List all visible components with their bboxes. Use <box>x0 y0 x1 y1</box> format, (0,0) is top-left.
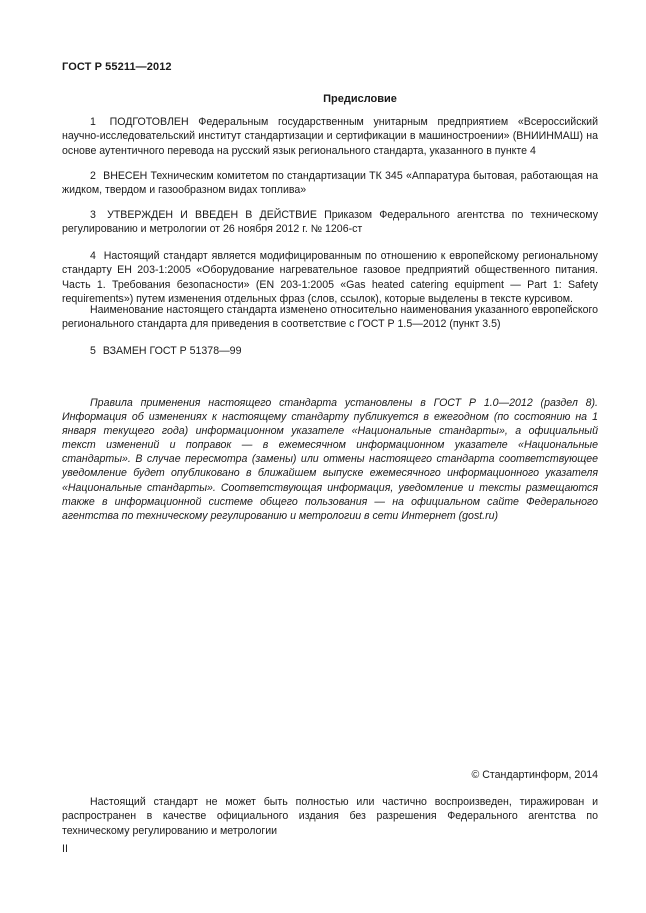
standard-code-header: ГОСТ Р 55211—2012 <box>62 61 172 73</box>
preface-item-2 <box>62 169 598 198</box>
preface-item-3 <box>62 208 598 237</box>
preface-item-1 <box>62 115 598 158</box>
preface-item-number: 5 <box>90 345 96 357</box>
preface-item-text: УТВЕРЖДЕН И ВВЕДЕН В ДЕЙСТВИЕ Приказом Федерального агентства по техническому регулированию и метрологии от 26 ноября 2012 г. № 1206-ст <box>62 209 598 236</box>
preface-item-text: ПОДГОТОВЛЕН Федеральным государственным унитарным предприятием «Всероссийский научно-исследовательский институт стандартизации и сертификации в машиностроении» (ВНИИНМАШ) на основе аутентичного перевода на русский язык регионального стандарта, указанного в пункте 4 <box>62 116 598 157</box>
preface-item-4 <box>62 249 598 307</box>
preface-item-text: Настоящий стандарт является модифицированным по отношению к европейскому региональному стандарту ЕН 203-1:2005 «Оборудование нагревательное газовое предприятий общественного питания. Часть 1. Требования безопасности» (EN 203-1:2005 «Gas heated catering equipment — Part 1: Safety requirements») путем изменения отдельных фраз (слов, ссылок), которые выделены в тексте курсивом. <box>62 250 598 306</box>
reproduction-notice: Настоящий стандарт не может быть полностью или частично воспроизведен, тиражирован и распространен в качестве официального издания без разрешения Федерального агентства по техническому регулированию и метрологии <box>62 796 598 837</box>
page-number: II <box>62 843 68 855</box>
preface-item-text: Наименование настоящего стандарта изменено относительно наименования указанного европейского регионального стандарта для приведения в соответствие с ГОСТ Р 1.5—2012 (пункт 3.5) <box>62 304 598 331</box>
preface-item-number: 4 <box>90 250 96 262</box>
preface-item-number: 1 <box>90 116 96 128</box>
preface-title: Предисловие <box>323 93 397 105</box>
preface-item-5 <box>62 344 598 358</box>
preface-item-text: ВЗАМЕН ГОСТ Р 51378—99 <box>102 345 242 357</box>
rules-of-application-notice: Правила применения настоящего стандарта установлены в ГОСТ Р 1.0—2012 (раздел 8). Информация об изменениях к настоящему стандарту публикуется в ежегодном (по состоянию на 1 января текущего года) информационном указателе «Национальные стандарты», а официальный текст изменений и поправок — в ежемесячном информационном указателе «Национальные стандарты». В случае пересмотра (замены) или отмены настоящего стандарта соответствующее уведомление будет опубликовано в ближайшем выпуске ежемесячного информационного указателя «Национальные стандарты». Соответствующая информация, уведомление и тексты размещаются также в информационной системе общего пользования — на официальном сайте Федерального агентства по техническому регулированию и метрологии в сети Интернет (gost.ru) <box>62 397 598 522</box>
copyright-line: © Стандартинформ, 2014 <box>471 769 598 781</box>
preface-item-number: 2 <box>90 170 96 182</box>
preface-item-4-note <box>62 303 598 332</box>
preface-item-text: ВНЕСЕН Техническим комитетом по стандартизации ТК 345 «Аппаратура бытовая, работающая на жидком, твердом и газообразном видах топлива» <box>62 170 598 197</box>
preface-item-number: 3 <box>90 209 96 221</box>
